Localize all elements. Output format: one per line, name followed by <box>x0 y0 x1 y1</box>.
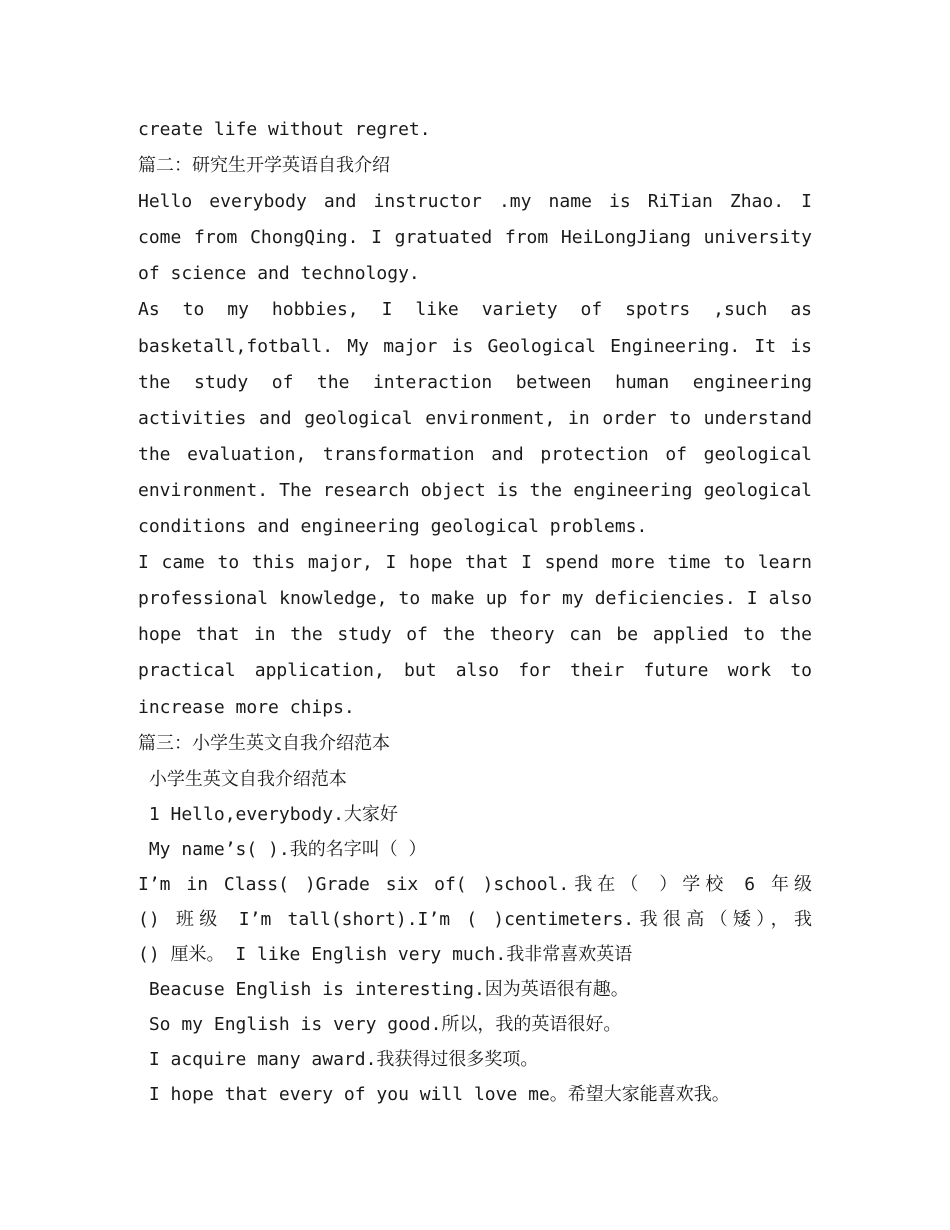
text-line: () 厘米。 I like English very much.我非常喜欢英语 <box>138 943 633 965</box>
text-line: I hope that every of you will love me。希望大家能喜欢我。 <box>138 1083 730 1105</box>
text-line: My name’s( ).我的名字叫（ ） <box>138 838 427 860</box>
text-line: environment. The research object is the engineering geological <box>138 479 812 501</box>
text-line: As to my hobbies, I like variety of spotrs ,such as <box>138 299 812 321</box>
text-line: conditions and engineering geological problems. <box>138 516 648 538</box>
text-line: practical application, but also for their future work to <box>138 660 812 682</box>
text-line: 小学生英文自我介绍范本 <box>138 768 347 790</box>
text-line: hope that in the study of the theory can be applied to the <box>138 624 812 646</box>
text-line: of science and technology. <box>138 263 420 285</box>
text-line: I acquire many award.我获得过很多奖项。 <box>138 1048 539 1070</box>
text-line: the study of the interaction between human engineering <box>138 371 812 393</box>
text-line: () 班级 I’m tall(short).I’m ( )centimeters.我很高（矮），我 <box>138 908 812 930</box>
text-line: 1 Hello,everybody.大家好 <box>138 803 398 825</box>
section-heading: 篇二：研究生开学英语自我介绍 <box>138 155 390 177</box>
text-line: I’m in Class( )Grade six of( )school.我在（ ）学校 6 年级 <box>138 873 812 895</box>
text-line: Hello everybody and instructor .my name is RiTian Zhao. I <box>138 191 812 213</box>
text-line: basketall,fotball. My major is Geological Engineering. It is <box>138 335 812 357</box>
text-line: activities and geological environment, in order to understand <box>138 407 812 429</box>
document-body <box>138 112 812 1112</box>
text-line: come from ChongQing. I gratuated from HeiLongJiang university <box>138 227 812 249</box>
text-line: professional knowledge, to make up for my deficiencies. I also <box>138 588 812 610</box>
text-line: I came to this major, I hope that I spend more time to learn <box>138 552 812 574</box>
text-line: create life without regret. <box>138 119 431 140</box>
text-line: the evaluation, transformation and protection of geological <box>138 443 812 465</box>
text-line: increase more chips. <box>138 696 355 718</box>
text-line: So my English is very good.所以，我的英语很好。 <box>138 1013 622 1035</box>
section-heading: 篇三：小学生英文自我介绍范本 <box>138 732 390 754</box>
text-line: Beacuse English is interesting.因为英语很有趣。 <box>138 978 629 1000</box>
